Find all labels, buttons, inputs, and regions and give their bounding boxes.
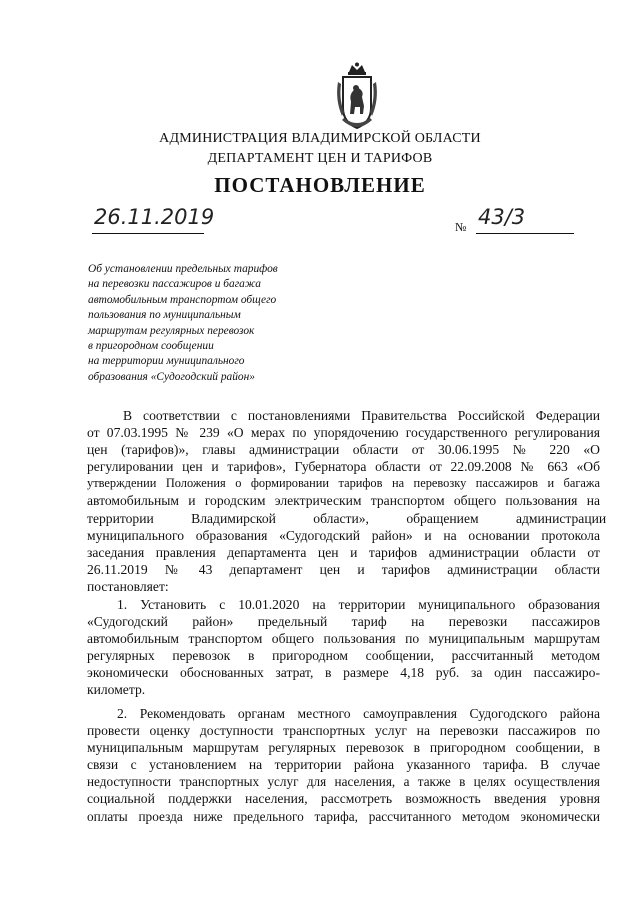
text-line: цен (тарифов)», главы администрации области от 30.06.1995 № 220 «О [87,442,600,458]
preamble-paragraph [87,407,607,595]
subject-line: на территории муниципального [88,355,245,368]
subject-line: автомобильным транспортом общего [88,293,277,306]
text-line: километр. [87,682,146,698]
document-date: 26.11.2019 [94,205,215,229]
text-line: автомобильным транспортом общего пользования по муниципальным маршрутам [87,631,600,647]
subject-line: в пригородном сообщении [88,340,214,353]
document-title: ПОСТАНОВЛЕНИЕ [214,173,426,197]
subject-line: пользования по муниципальным [88,309,241,322]
text-line: связи с установлением на территории района указанного тарифа. В случае [87,757,600,773]
text-line: «Судогодский район» предельный тариф на перевозки пассажиров [87,614,600,630]
subject-line: образования «Судогодский район» [88,370,255,383]
document-subject [88,262,328,385]
text-line: оплаты проезда ниже предельного тарифа, рассчитанного методом экономически [87,808,600,824]
clause-1-paragraph [87,596,600,699]
text-line: социальной поддержки населения, рассмотреть возможность введения уровня [87,791,600,807]
text-line: утверждении Положения о формировании тарифов на перевозку пассажиров и багажа [87,476,600,491]
clause-2-paragraph [87,705,600,825]
text-line: заседания правления департамента цен и тарифов администрации области от [87,544,600,560]
department-name: ДЕПАРТАМЕНТ ЦЕН И ТАРИФОВ [207,151,433,166]
number-underline [476,233,574,234]
subject-line: Об установлении предельных тарифов [88,263,278,275]
text-line: 1. Установить с 10.01.2020 на территории муниципального образования [117,597,600,612]
coat-of-arms-icon [334,62,380,134]
text-line: 2. Рекомендовать органам местного самоуправления Судогодского района [117,706,600,721]
number-sign: № [455,220,467,234]
organization-name: АДМИНИСТРАЦИЯ ВЛАДИМИРСКОЙ ОБЛАСТИ [159,131,481,146]
text-line: автомобильным и городским электрическим транспортом общего пользования на [87,493,600,509]
text-line: экономически обоснованных затрат, в размере 4,18 руб. за один пассажиро- [87,665,600,681]
document-number: 43/3 [478,205,526,229]
text-line: от 07.03.1995 № 239 «О мерах по упорядочению государственного регулирования [87,425,600,441]
text-line: муниципальным маршрутам регулярных перевозок в пригородном сообщении, в [87,740,600,756]
text-line: территории Владимирской области», обращением администрации [87,510,607,526]
text-line: 26.11.2019 № 43 департамент цен и тарифов администрации области [87,561,600,577]
text-line: провести оценку доступности транспортных услуг на перевозки пассажиров по [87,723,600,739]
text-line: недоступности транспортных услуг для населения, а также в целях осуществления [87,774,600,790]
text-line: регулярных перевозок в пригородном сообщении, рассчитанный методом [87,648,600,664]
date-underline [92,233,204,234]
text-line: В соответствии с постановлениями Правительства Российской Федерации [123,408,600,423]
text-line: постановляет: [87,578,169,594]
subject-line: на перевозки пассажиров и багажа [88,278,261,291]
text-line: муниципального образования «Судогодский район» и на основании протокола [87,527,600,543]
text-line: регулировании цен и тарифов», Губернатора области от 22.09.2008 № 663 «Об [87,459,600,475]
subject-line: маршрутам регулярных перевозок [88,324,255,337]
